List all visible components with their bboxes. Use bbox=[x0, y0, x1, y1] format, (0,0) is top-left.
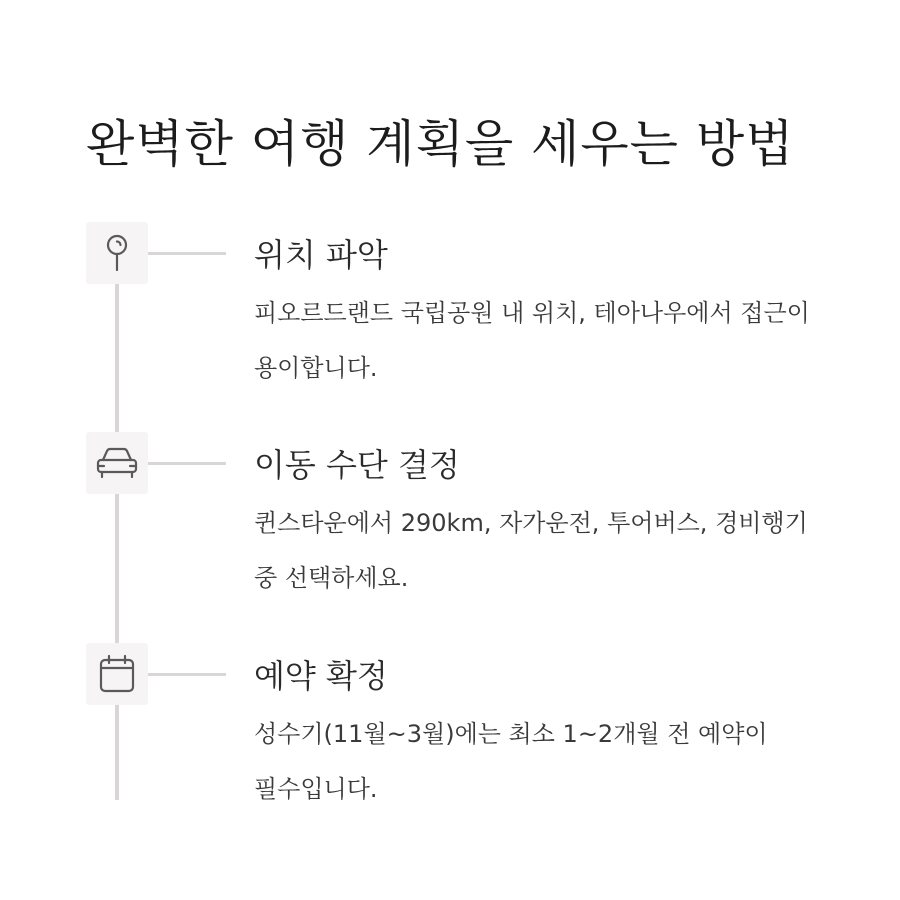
map-pin-icon bbox=[86, 222, 148, 284]
step-description: 퀸스타운에서 290km, 자가운전, 투어버스, 경비행기 중 선택하세요. bbox=[254, 509, 808, 592]
car-icon bbox=[86, 432, 148, 494]
step-connector bbox=[148, 252, 226, 255]
step-connector bbox=[148, 673, 226, 676]
step-connector bbox=[148, 462, 226, 465]
calendar-icon bbox=[86, 643, 148, 705]
step-description: 성수기(11월~3월)에는 최소 1~2개월 전 예약이 필수입니다. bbox=[254, 720, 768, 803]
step-title: 이동 수단 결정 bbox=[254, 446, 460, 484]
page-title: 완벽한 여행 계획을 세우는 방법 bbox=[86, 115, 795, 173]
step-title: 예약 확정 bbox=[254, 657, 388, 695]
step-description: 피오르드랜드 국립공원 내 위치, 테아나우에서 접근이 용이합니다. bbox=[254, 299, 810, 382]
timeline-vertical-line bbox=[115, 280, 119, 800]
step-title: 위치 파악 bbox=[254, 236, 388, 274]
